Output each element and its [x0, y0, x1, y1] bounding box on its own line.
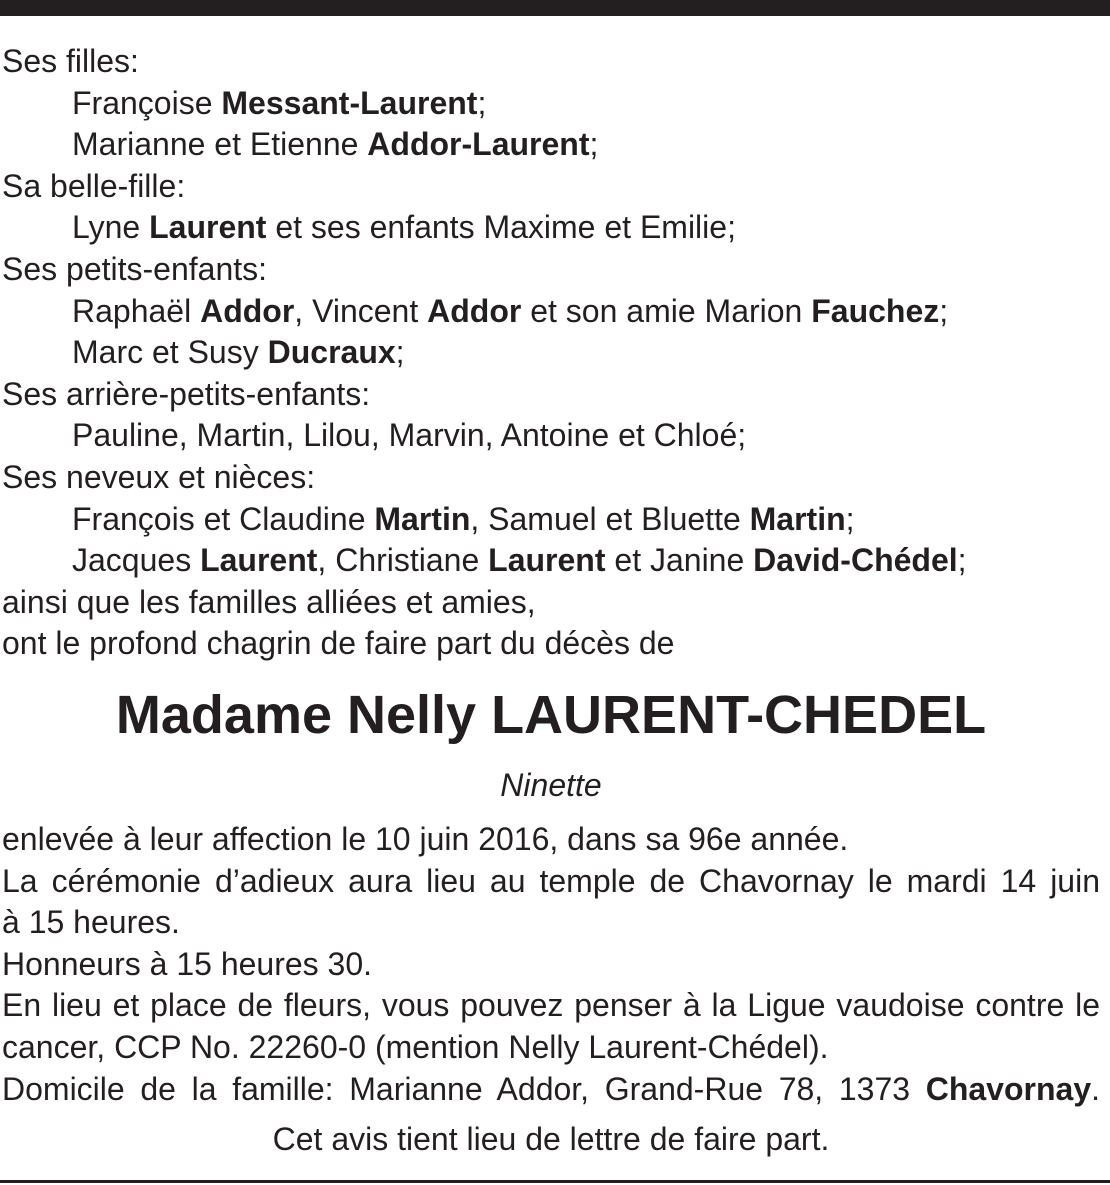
line-text: et ses enfants Maxime et Emilie; — [266, 209, 736, 246]
given-names: Jacques — [72, 542, 201, 579]
family-daughters — [2, 41, 1100, 166]
given-names: , Vincent — [294, 292, 428, 329]
punctuation: ; — [939, 292, 949, 329]
given-names: François et Claudine — [72, 500, 375, 537]
family-line — [2, 124, 1100, 166]
given-names: , Christiane — [317, 542, 489, 579]
given-names: Marc et Susy — [72, 334, 268, 371]
punctuation: ; — [395, 334, 405, 371]
punctuation: ; — [957, 542, 967, 579]
section-heading: Ses filles: — [2, 43, 139, 79]
family-line — [2, 540, 1100, 582]
family-line — [2, 83, 1100, 125]
family-line — [2, 207, 1100, 249]
notice-body — [2, 41, 1100, 1161]
given-names: et Janine — [605, 542, 754, 579]
detail-line — [2, 985, 1100, 1027]
notice-footer: Cet avis tient lieu de lettre de faire part. — [272, 1121, 830, 1158]
given-names: Pauline, Martin, Lilou, Marvin, Antoine et Chloé; — [72, 417, 747, 454]
section-heading: Sa belle-fille: — [2, 167, 186, 204]
detail-text: à 15 heures. — [2, 904, 180, 941]
surname: David-Chédel — [753, 542, 958, 579]
surname: Fauchez — [811, 292, 940, 329]
family-grandchildren — [2, 249, 1100, 374]
top-rule — [0, 0, 1110, 16]
surname: Martin — [374, 500, 471, 537]
detail-line — [2, 861, 1100, 903]
deceased-nickname: Ninette — [500, 766, 602, 803]
detail-text: La cérémonie d’adieux aura lieu au temple de Chavornay le mardi 14 juin — [2, 862, 1100, 899]
detail-text: Domicile de la famille: Marianne Addor, Grand-Rue 78, 1373 — [2, 1070, 926, 1107]
surname: Addor — [427, 292, 522, 329]
surname: Laurent — [488, 542, 606, 579]
closing-line: ont le profond chagrin de faire part du décès de — [2, 625, 675, 662]
detail-line — [2, 944, 1100, 986]
detail-text: En lieu et place de fleurs, vous pouvez penser à la Ligue vaudoise contre le — [2, 987, 1100, 1024]
given-names: Marianne et Etienne — [72, 126, 368, 163]
town-name: Chavornay — [925, 1070, 1092, 1107]
surname: Laurent — [200, 542, 318, 579]
detail-line — [2, 1027, 1100, 1069]
given-names: Lyne — [72, 209, 150, 246]
punctuation: ; — [589, 126, 599, 163]
detail-line — [2, 1069, 1100, 1111]
family-great-grandchildren — [2, 374, 1100, 457]
surname: Messant-Laurent — [221, 84, 478, 121]
given-names: Raphaël — [72, 292, 201, 329]
family-line — [2, 415, 1100, 457]
detail-text: enlevée à leur affection le 10 juin 2016, dans sa 96e année. — [2, 821, 849, 858]
given-names: , Samuel et Bluette — [470, 500, 750, 537]
punctuation: ; — [845, 500, 855, 537]
family-nephews-nieces — [2, 457, 1100, 582]
ceremony-details — [2, 819, 1100, 1110]
family-line — [2, 499, 1100, 541]
section-heading: Ses petits-enfants: — [2, 250, 268, 287]
bottom-rule — [0, 1180, 1110, 1183]
given-names: Françoise — [72, 84, 222, 121]
family-line — [2, 332, 1100, 374]
punctuation: ; — [477, 84, 487, 121]
surname: Addor-Laurent — [367, 126, 590, 163]
detail-line — [2, 902, 1100, 944]
given-names: et son amie Marion — [521, 292, 812, 329]
surname: Laurent — [149, 209, 267, 246]
surname: Addor — [200, 292, 295, 329]
closing-text — [2, 582, 1100, 665]
detail-text: cancer, CCP No. 22260-0 (mention Nelly Laurent-Chédel). — [2, 1029, 829, 1066]
detail-line — [2, 819, 1100, 861]
family-daughter-in-law — [2, 166, 1100, 249]
surname: Martin — [749, 500, 846, 537]
deceased-name: Madame Nelly LAURENT-CHEDEL — [115, 684, 987, 745]
surname: Ducraux — [267, 334, 396, 371]
section-heading: Ses arrière-petits-enfants: — [2, 375, 371, 412]
detail-text: Honneurs à 15 heures 30. — [2, 945, 373, 982]
punctuation: . — [1091, 1070, 1100, 1107]
closing-line: ainsi que les familles alliées et amies, — [2, 583, 536, 620]
section-heading: Ses neveux et nièces: — [2, 458, 316, 495]
family-line — [2, 291, 1100, 333]
